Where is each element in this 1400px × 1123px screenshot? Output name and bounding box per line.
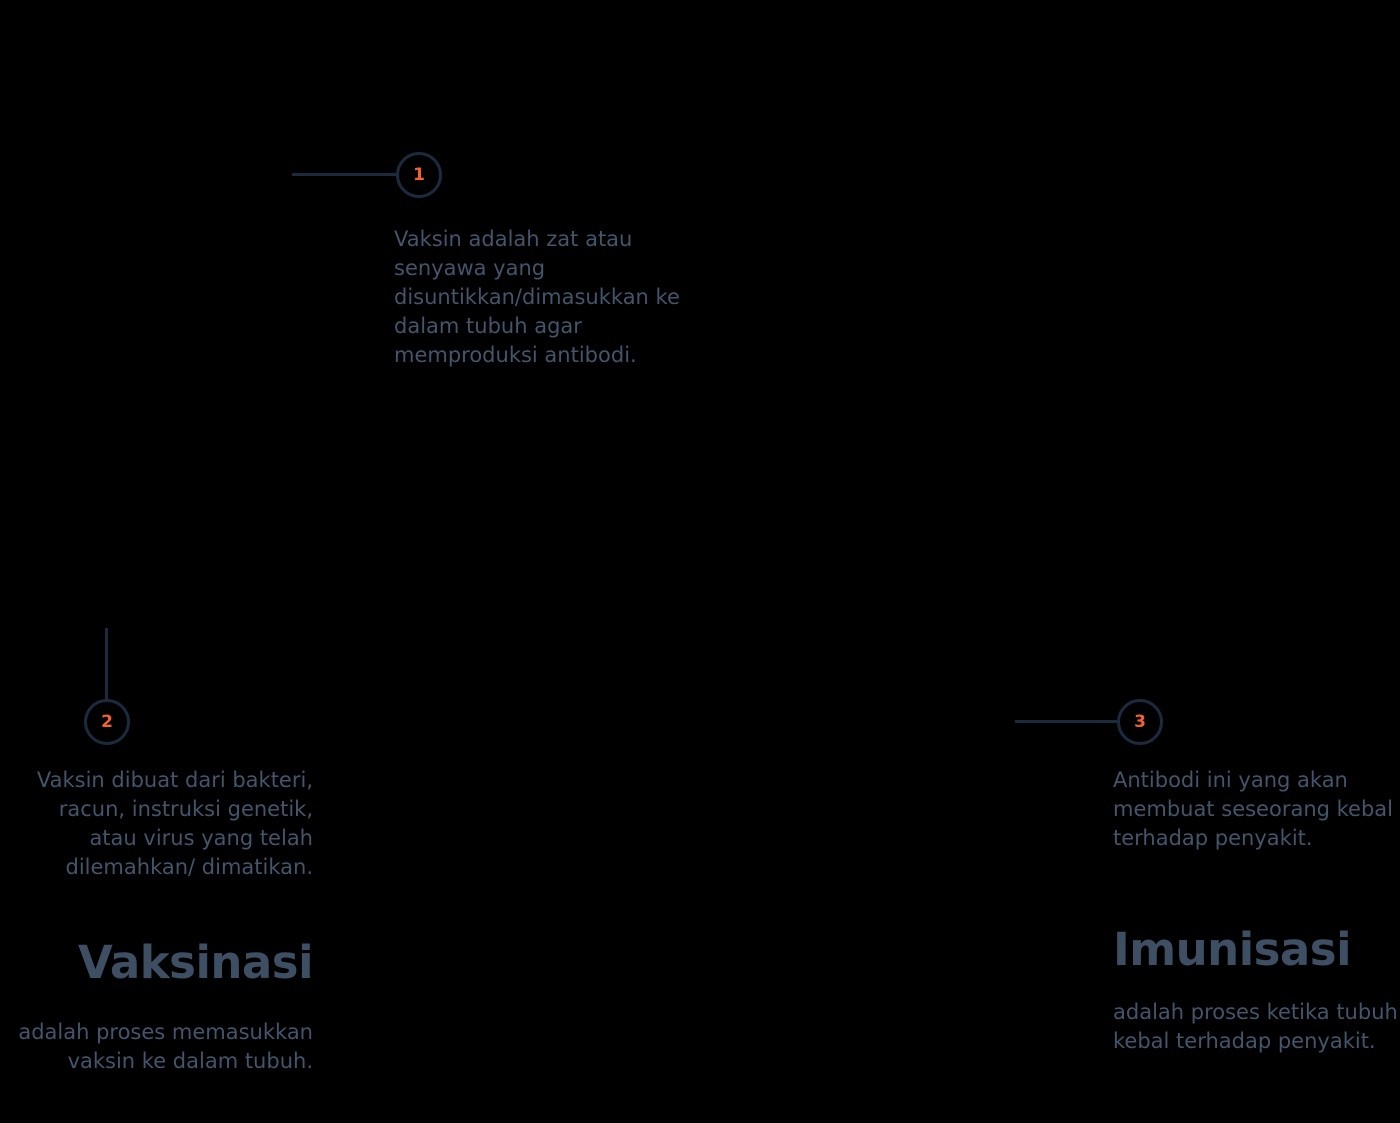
- step-body-2: Vaksin dibuat dari bakteri, racun, instruksi genetik, atau virus yang telah dilemahkan/ dimatikan.: [36, 768, 313, 879]
- connector-line-step-3: [1015, 720, 1123, 723]
- step-title-2: Vaksinasi: [78, 936, 313, 989]
- step-body-1: Vaksin adalah zat atau senyawa yang disuntikkan/dimasukkan ke dalam tubuh agar memproduksi antibodi.: [394, 227, 680, 367]
- step-title-3: Imunisasi: [1113, 923, 1351, 976]
- step-number-1: 1: [413, 165, 425, 185]
- step-marker-2[interactable]: [84, 699, 130, 745]
- step-subtitle-2: adalah proses memasukkan vaksin ke dalam tubuh.: [18, 1020, 313, 1073]
- step-body-3: Antibodi ini yang akan membuat seseorang kebal terhadap penyakit.: [1113, 768, 1394, 850]
- step-number-2: 2: [101, 712, 113, 732]
- step-marker-1[interactable]: [396, 152, 442, 198]
- step-subtitle-3: adalah proses ketika tubuh kebal terhadap penyakit.: [1113, 1000, 1398, 1053]
- step-number-3: 3: [1134, 712, 1146, 732]
- connector-line-step-1: [292, 173, 400, 176]
- step-marker-3[interactable]: [1117, 699, 1163, 745]
